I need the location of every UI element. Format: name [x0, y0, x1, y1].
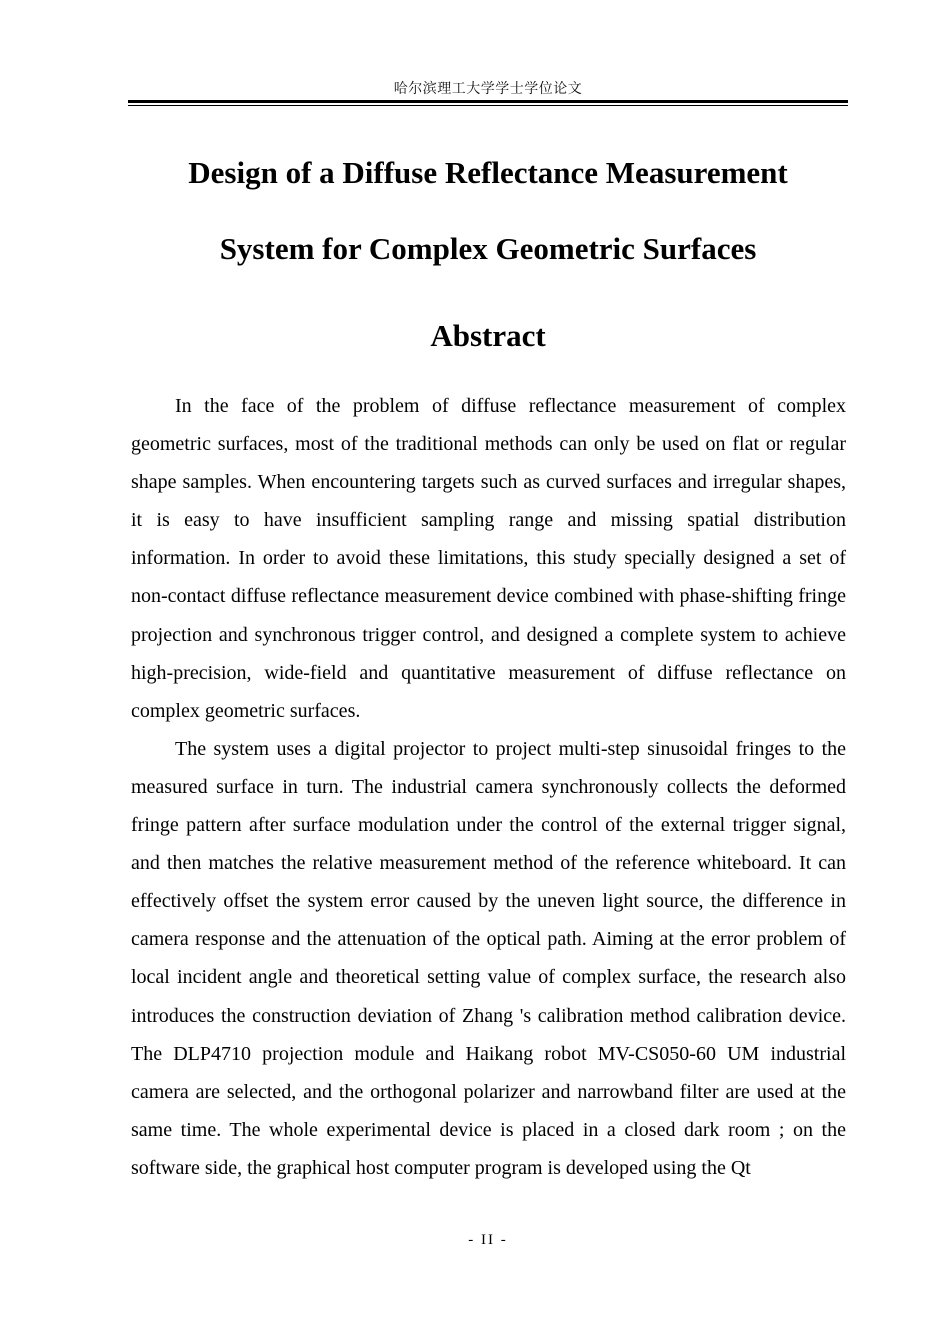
abstract-body — [131, 387, 846, 1187]
page-number: - II - — [468, 1232, 508, 1248]
header-rule-thick — [128, 100, 848, 103]
thesis-title-line-1: Design of a Diffuse Reflectance Measurement — [188, 155, 788, 190]
running-header: 哈尔滨理工大学学士学位论文 — [393, 81, 583, 97]
abstract-paragraph-1: In the face of the problem of diffuse reflectance measurement of complex geometric surfaces, most of the traditional methods can only be used on flat or regular shape samples. When encountering targets such as curved surfaces and irregular shapes, it is easy to have insufficient sampling range and missing spatial distribution information. In order to avoid these limitations, this study specially designed a set of non-contact diffuse reflectance measurement device combined with phase-shifting fringe projection and synchronous trigger control, and designed a complete system to achieve high-precision, wide-field and quantitative measurement of diffuse reflectance on complex geometric surfaces. — [131, 395, 846, 722]
header-rule-thin — [128, 105, 848, 106]
thesis-title-line-2: System for Complex Geometric Surfaces — [219, 231, 757, 266]
abstract-heading: Abstract — [430, 318, 546, 353]
abstract-paragraph-2: The system uses a digital projector to project multi-step sinusoidal fringes to the measured surface in turn. The industrial camera synchronously collects the deformed fringe pattern after surface modulation under the control of the external trigger signal, and then matches the relative measurement method of the reference whiteboard. It can effectively offset the system error caused by the uneven light source, the difference in camera response and the attenuation of the optical path. Aiming at the error problem of local incident angle and theoretical setting value of complex surface, the research also introduces the construction deviation of Zhang 's calibration method calibration device. The DLP4710 projection module and Haikang robot MV-CS050-60 UM industrial camera are selected, and the orthogonal polarizer and narrowband filter are used at the same time. The whole experimental device is placed in a closed dark room ; on the software side, the graphical host computer program is developed using the Qt — [131, 737, 846, 1179]
